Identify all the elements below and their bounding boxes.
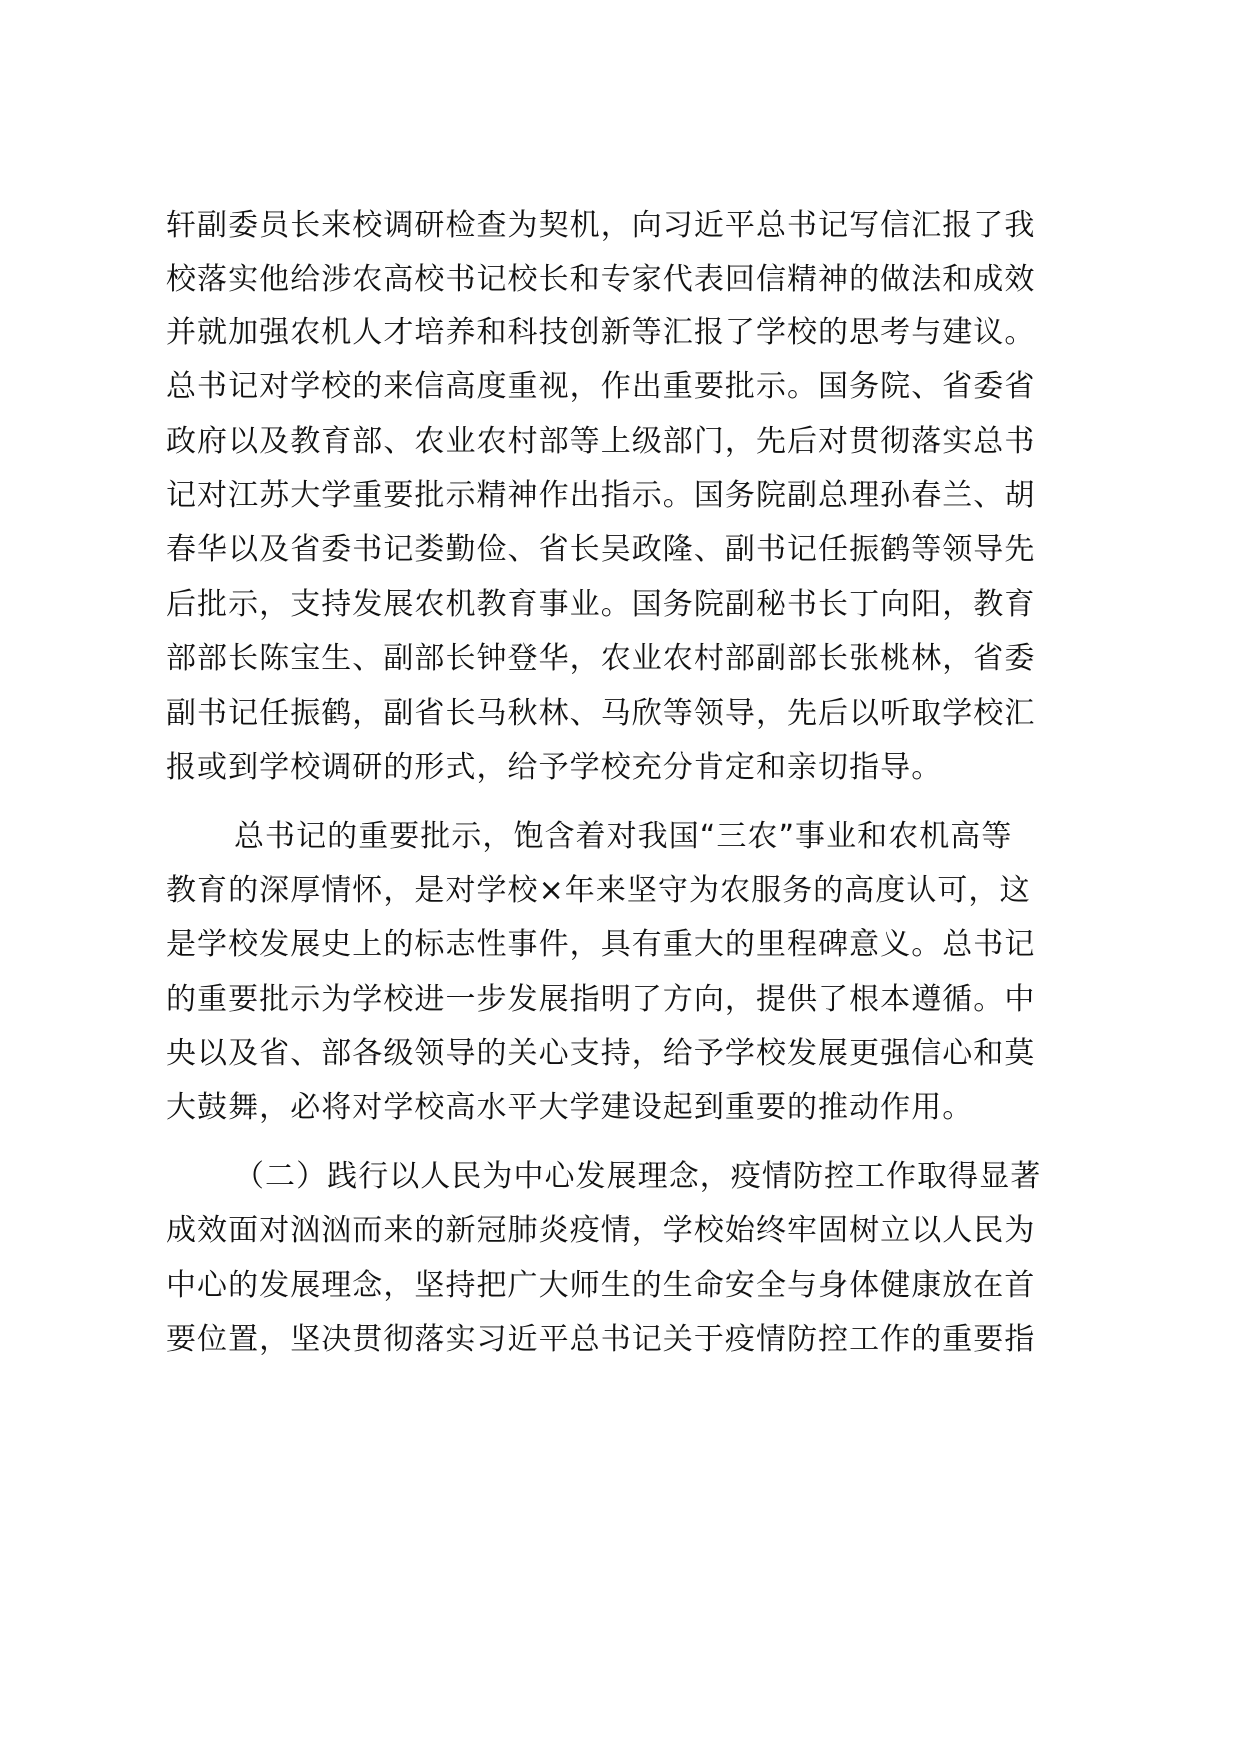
paragraph-1-line-6: 记对江苏大学重要批示精神作出指示。国务院副总理孙春兰、胡 (166, 478, 1036, 513)
paragraph-1-line-9: 部部长陈宝生、副部长钟登华，农业农村部副部长张桃林，省委 (166, 641, 1036, 676)
paragraph-1-line-4: 总书记对学校的来信高度重视，作出重要批示。国务院、省委省 (166, 369, 1036, 404)
paragraph-2-line-4: 的重要批示为学校进一步发展指明了方向，提供了根本遵循。中 (166, 982, 1036, 1017)
paragraph-1-line-10: 副书记任振鹤，副省长马秋林、马欣等领导，先后以听取学校汇 (166, 696, 1036, 731)
paragraph-3-line-4: 要位置，坚决贯彻落实习近平总书记关于疫情防控工作的重要指 (166, 1322, 1036, 1357)
paragraph-1-line-1: 轩副委员长来校调研检查为契机，向习近平总书记写信汇报了我 (166, 208, 1036, 243)
paragraph-1-line-5: 政府以及教育部、农业农村部等上级部门，先后对贯彻落实总书 (166, 424, 1036, 459)
paragraph-2-line-5: 央以及省、部各级领导的关心支持，给予学校发展更强信心和莫 (166, 1036, 1036, 1071)
paragraph-1-line-11: 报或到学校调研的形式，给予学校充分肯定和亲切指导。 (166, 750, 943, 785)
paragraph-3-line-3: 中心的发展理念，坚持把广大师生的生命安全与身体健康放在首 (166, 1268, 1036, 1303)
paragraph-1-line-3: 并就加强农机人才培养和科技创新等汇报了学校的思考与建议。 (166, 315, 1036, 350)
paragraph-2-line-2: 教育的深厚情怀，是对学校×年来坚守为农服务的高度认可，这 (166, 873, 1031, 908)
paragraph-2-line-6: 大鼓舞，必将对学校高水平大学建设起到重要的推动作用。 (166, 1090, 974, 1125)
paragraph-3-line-1: （二）践行以人民为中心发展理念，疫情防控工作取得显著 (234, 1159, 1042, 1194)
paragraph-2-line-1: 总书记的重要批示，饱含着对我国“三农”事业和农机高等 (234, 819, 1013, 854)
paragraph-1-line-8: 后批示，支持发展农机教育事业。国务院副秘书长丁向阳，教育 (166, 587, 1036, 622)
paragraph-2-line-3: 是学校发展史上的标志性事件，具有重大的里程碑意义。总书记 (166, 927, 1036, 962)
paragraph-1-line-7: 春华以及省委书记娄勤俭、省长吴政隆、副书记任振鹤等领导先 (166, 532, 1036, 567)
paragraph-3-line-2: 成效面对汹汹而来的新冠肺炎疫情，学校始终牢固树立以人民为 (166, 1213, 1036, 1248)
paragraph-1-line-2: 校落实他给涉农高校书记校长和专家代表回信精神的做法和成效 (166, 262, 1036, 297)
